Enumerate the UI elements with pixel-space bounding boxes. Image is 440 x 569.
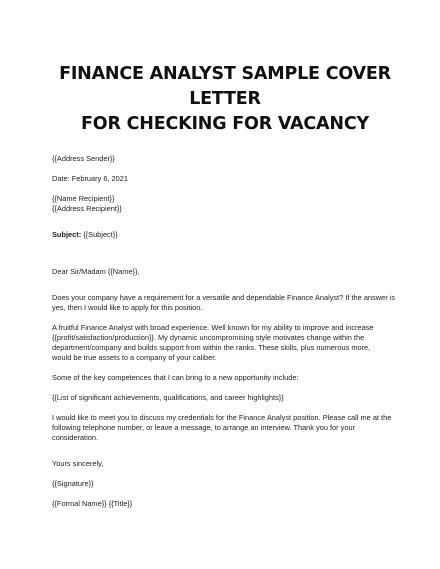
subject-value: {{Subject}} [81,230,118,239]
salutation: Dear Sir/Madam {{Name}}, [52,267,140,276]
recipient-name: {{Name Recipient}} [52,194,115,203]
paragraph-line: Some of the key competences that I can bring to a new opportunity include: [52,373,299,382]
paragraph-line: consideration. [52,433,99,442]
paragraph-line: {{List of significant achievements, qualifications, and career highlights}} [52,393,284,402]
letter-date: Date: February 6, 2021 [52,174,129,183]
subject-line [52,230,412,240]
paragraph-line: A fruitful Finance Analyst with broad experience. Well known for my ability to improve and increase [52,323,374,332]
closing: Yours sincerely, [52,459,104,468]
paragraph-line: would be true assets to a company of your caliber. [52,353,217,362]
paragraph-intro [52,293,412,313]
paragraph-closing-request [52,413,412,443]
paragraph-line: {{profit/satisfaction/production}}. My dynamic uncompromising style motivates change within the [52,333,365,342]
paragraph-line: yes, then I would like to apply for this position. [52,303,203,312]
paragraph-experience [52,323,412,363]
formal-name: {{Formal Name}} {{Title}} [52,499,133,508]
paragraph-achievements [52,393,412,403]
paragraph-competences [52,373,412,383]
paragraph-line: Does your company have a requirement for a versatile and dependable Finance Analyst? If the answer is [52,293,396,302]
paragraph-line: following telephone number, or leave a message, to arrange an interview. Thank you for your [52,423,356,432]
title-line-1: FINANCE ANALYST SAMPLE COVER LETTER [59,64,391,109]
title-line-2: FOR CHECKING FOR VACANCY [81,114,369,134]
paragraph-line: I would like to meet you to discuss my credentials for the Finance Analyst position. Please call me at the [52,413,392,422]
page-title [52,62,412,137]
paragraph-line: department/company and builds support from within the ranks. These skills, plus numerous more, [52,343,371,352]
signature: {{Signature}} [52,479,94,488]
recipient-address: {{Address Recipient}} [52,204,122,213]
sender-address: {{Address Sender}} [52,154,115,163]
subject-label: Subject: [52,230,82,239]
